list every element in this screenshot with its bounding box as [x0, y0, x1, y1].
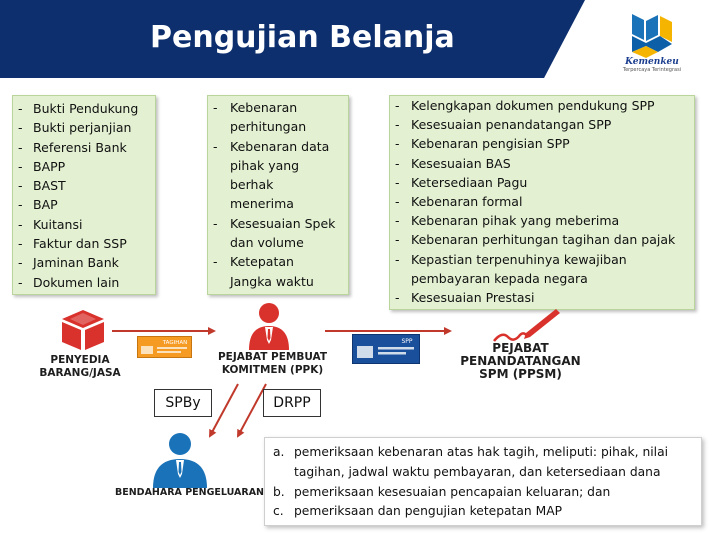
ppk-check-item-line: menerima [230, 196, 294, 212]
supporting-document-item: - BAPP [13, 157, 155, 176]
verification-note-marker: a. [273, 445, 285, 459]
verification-notes-box [264, 437, 702, 526]
ppsm-check-item-line: - Kebenaran perhitungan tagihan dan pajak [411, 232, 676, 248]
ppk-official-icon [243, 300, 295, 350]
ppsm-check-item [390, 115, 694, 134]
ppk-check-item-line: Jangka waktu [230, 273, 314, 289]
ppsm-check-item-line: - Kesesuaian BAS [411, 155, 511, 171]
ppk-check-item-line: - Kebenaran data [230, 138, 330, 154]
ppsm-check-item-line: - Kesesuaian penandatangan SPP [411, 117, 612, 133]
ppsm-check-item-line: - Kebenaran pihak yang meberima [411, 213, 620, 229]
bendahara-person-icon [145, 432, 215, 488]
ppsm-check-item-line: pembayaran kepada negara [411, 270, 588, 286]
logo-subtitle: Terpercaya Terintegrasi [622, 67, 682, 73]
supporting-document-item: - Dokumen lain [13, 273, 155, 292]
supporting-document-item: - Kuitansi [13, 215, 155, 234]
verification-note-line: pemeriksaan kesesuaian pencapaian keluaran; dan [294, 484, 611, 499]
ppk-check-item-line: - Kesesuaian Spek [230, 215, 336, 231]
ppk-check-item-line: perhitungan [230, 119, 307, 135]
spby-label: SPBy [154, 389, 212, 417]
ppsm-check-item [390, 173, 694, 192]
verification-note-marker: b. [273, 484, 285, 499]
ppk-check-item-line: - Ketepatan [230, 254, 294, 270]
supporting-document-item: - Bukti perjanjian [13, 118, 155, 137]
ppsm-label-line1: PEJABAT [492, 341, 549, 355]
ppk-check-item [208, 252, 348, 291]
ppsm-check-item [390, 250, 694, 288]
ppsm-check-item-line: - Ketersediaan Pagu [411, 174, 528, 190]
ppsm-check-item-line: - Kelengkapan dokumen pendukung SPP [411, 98, 655, 113]
ppsm-check-item [390, 211, 694, 230]
verification-note-line: pemeriksaan kebenaran atas hak tagih, meliputi: pihak, nilai [294, 445, 669, 459]
ppk-label-line2: KOMITMEN (PPK) [221, 364, 324, 376]
verification-note-line: pemeriksaan dan pengujian ketepatan MAP [294, 504, 563, 519]
supporting-document-item: - Bukti Pendukung [13, 99, 155, 118]
supporting-documents-list [13, 99, 155, 292]
supporting-document-item: - BAP [13, 195, 155, 214]
ppsm-checks-box [389, 95, 695, 310]
ppsm-check-item [390, 192, 694, 211]
ppsm-checks-list [390, 96, 694, 307]
ppk-check-item-line: - Kebenaran [230, 100, 298, 115]
ppsm-check-item-line: - Kesesuaian Prestasi [411, 290, 535, 306]
penyedia-label-line2: BARANG/JASA [39, 367, 121, 379]
ppk-label [210, 351, 335, 377]
arrow-ppk-to-bendahara [210, 384, 238, 436]
penyedia-label [30, 354, 130, 380]
penyedia-label-line1: PENYEDIA [50, 354, 110, 366]
supporting-documents-box [12, 95, 156, 295]
signing-pen-icon [490, 307, 562, 345]
page-title: Pengujian Belanja [150, 20, 455, 55]
ppsm-check-item [390, 96, 694, 115]
ppsm-check-item-line: - Kebenaran pengisian SPP [411, 136, 570, 152]
ppsm-check-item [390, 230, 694, 249]
ppk-check-item [208, 214, 348, 253]
verification-note-item [273, 502, 697, 522]
verification-notes-list [273, 443, 697, 522]
ppsm-check-item [390, 154, 694, 173]
ppsm-label-line3: SPM (PPSM) [479, 367, 562, 381]
ppk-checks-box [207, 95, 349, 295]
ppk-check-item-line: berhak [230, 177, 274, 193]
ppk-check-item-line: dan volume [230, 235, 304, 251]
supporting-document-item: - Referensi Bank [13, 138, 155, 157]
ppk-check-item-line: pihak yang [230, 157, 300, 173]
supporting-document-item: - Jaminan Bank [13, 253, 155, 272]
supporting-document-item: - BAST [13, 176, 155, 195]
ppk-label-line1: PEJABAT PEMBUAT [217, 351, 328, 363]
ppsm-check-item-line: - Kebenaran formal [411, 194, 523, 210]
spp-document-icon [352, 334, 420, 364]
ppk-checks-list [208, 98, 348, 291]
verification-note-marker: c. [273, 504, 284, 519]
logo-brand-text: Kemenkeu [625, 57, 679, 67]
drpp-label: DRPP [263, 389, 321, 417]
tagihan-document-icon [137, 336, 192, 358]
ppk-check-item [208, 137, 348, 214]
ppsm-label-line2: PENANDATANGAN [460, 354, 581, 368]
verification-note-item [273, 443, 697, 483]
supporting-document-item: - Faktur dan SSP [13, 234, 155, 253]
arrow-ppk-to-bendahara-2 [238, 384, 266, 436]
ppsm-check-item [390, 288, 694, 307]
ppsm-label [448, 342, 593, 381]
ppsm-check-item-line: - Kepastian terpenuhinya kewajiban [411, 251, 627, 267]
package-box-icon [58, 308, 108, 352]
verification-note-item [273, 483, 697, 503]
tagihan-label: TAGIHAN [162, 340, 188, 346]
ppk-check-item [208, 98, 348, 137]
verification-note-line: tagihan, jadwal waktu pembayaran, dan ketersediaan dana [294, 464, 661, 479]
ppsm-check-item [390, 134, 694, 153]
bendahara-label: BENDAHARA PENGELUARAN [115, 487, 264, 498]
spp-label: SPP [401, 338, 413, 345]
